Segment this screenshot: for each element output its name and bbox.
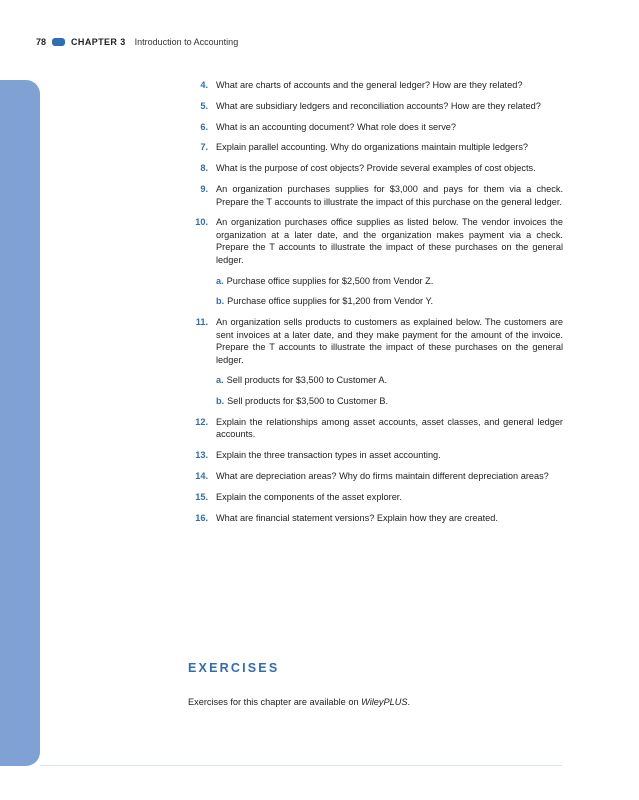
exercises-heading: EXERCISES (188, 661, 280, 675)
question-number: 8. (200, 163, 208, 174)
question-number: 5. (200, 100, 208, 111)
chapter-title: Introduction to Accounting (134, 37, 239, 47)
running-header (36, 37, 238, 47)
sub-item-text: Sell products for $3,500 to Customer A. (226, 375, 388, 386)
sub-item-letter: a. (216, 375, 224, 386)
question-item (188, 141, 563, 154)
question-number: 7. (200, 142, 208, 153)
question-number: 4. (200, 80, 208, 90)
sub-item-letter: b. (216, 296, 225, 307)
question-text: What are charts of accounts and the general ledger? How are they related? (216, 80, 523, 90)
question-item (188, 121, 563, 134)
sub-item-text: Purchase office supplies for $2,500 from Vendor Z. (226, 275, 434, 286)
question-item (188, 416, 563, 441)
question-number: 10. (195, 217, 208, 228)
question-list (188, 79, 563, 532)
question-item (188, 449, 563, 462)
question-item (188, 491, 563, 504)
chapter-label: CHAPTER 3 (71, 37, 126, 47)
footer-rule (40, 765, 562, 766)
question-text: An organization purchases office supplies as listed below. The vendor invoices the organization at a later date, and the organization makes payment via a check. Prepare the T accounts to illustrate the impact of these purchases on the general ledger. (216, 217, 563, 266)
question-item (188, 183, 563, 208)
question-number: 11. (195, 317, 208, 328)
question-number: 16. (195, 512, 208, 523)
question-text: Explain the three transaction types in asset accounting. (216, 450, 441, 461)
sub-item-text: Sell products for $3,500 to Customer B. (227, 396, 389, 406)
question-number: 15. (195, 491, 208, 502)
exercises-text-suffix: . (407, 697, 411, 708)
question-number: 14. (195, 470, 208, 481)
question-item (188, 79, 563, 92)
question-number: 9. (200, 183, 208, 194)
question-number: 13. (195, 450, 208, 461)
question-text: What are subsidiary ledgers and reconciliation accounts? How are they related? (216, 100, 541, 111)
question-item (188, 100, 563, 113)
question-text: Explain parallel accounting. Why do organizations maintain multiple ledgers? (216, 142, 529, 153)
question-item (188, 162, 563, 175)
question-text: What are depreciation areas? Why do firms maintain different depreciation areas? (216, 470, 549, 481)
page-number: 78 (36, 37, 47, 47)
sub-item (216, 374, 563, 387)
exercises-text-prefix: Exercises for this chapter are available on (188, 697, 362, 708)
question-item (188, 512, 563, 525)
sub-item-letter: b. (216, 396, 225, 406)
question-text: What are financial statement versions? Explain how they are created. (216, 512, 498, 523)
sub-item-text: Purchase office supplies for $1,200 from Vendor Y. (227, 296, 433, 307)
question-number: 12. (195, 416, 208, 427)
question-text: An organization sells products to customers as explained below. The customers are sent invoices at a later date, and they make payment for the amount of the invoice. Prepare the T accounts to illustrate the impact of these purchases on the general ledger. (216, 317, 563, 365)
sub-item (216, 275, 563, 288)
sub-item (216, 395, 563, 408)
question-item (188, 470, 563, 483)
exercises-text (188, 697, 410, 707)
question-item (188, 216, 563, 308)
wileyplus-reference: WileyPLUS (361, 697, 408, 708)
question-text: Explain the components of the asset explorer. (216, 491, 402, 502)
sub-item-letter: a. (216, 275, 224, 286)
sub-item (216, 295, 563, 308)
side-band (0, 80, 40, 766)
question-text: Explain the relationships among asset accounts, asset classes, and general ledger accounts. (216, 416, 563, 440)
question-text: What is an accounting document? What role does it serve? (216, 121, 457, 132)
question-text: An organization purchases supplies for $3,000 and pays for them via a check. Prepare the T accounts to illustrate the impact of this purchase on the general ledger. (216, 183, 563, 207)
question-number: 6. (200, 121, 208, 132)
chapter-marker-icon (52, 38, 65, 46)
question-item (188, 316, 563, 408)
question-text: What is the purpose of cost objects? Provide several examples of cost objects. (216, 163, 536, 174)
